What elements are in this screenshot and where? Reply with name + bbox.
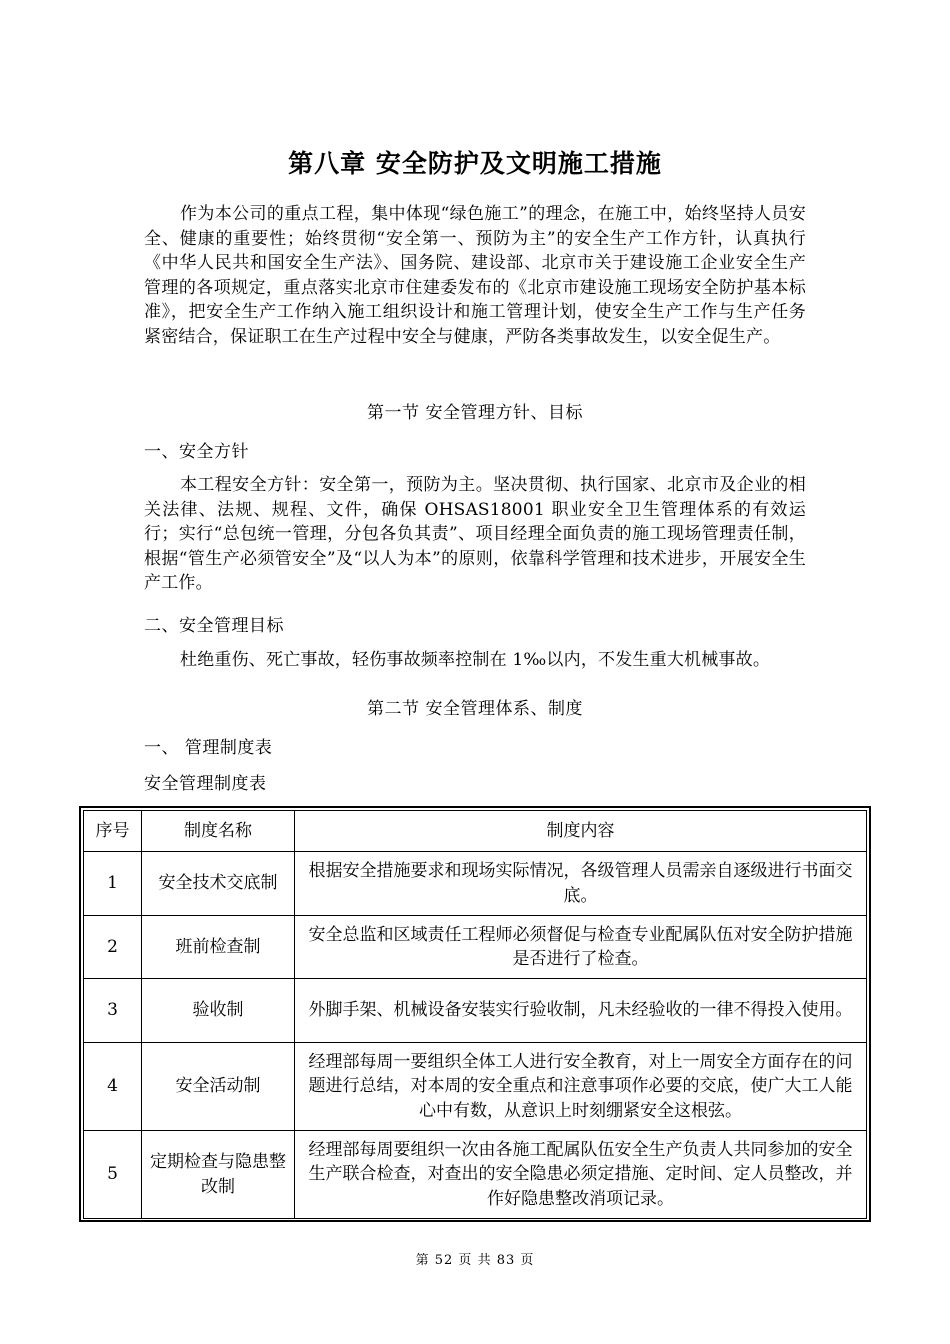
table-row xyxy=(84,916,867,979)
section1-title: 第一节 安全管理方针、目标 xyxy=(367,403,583,423)
row-content: 经理部每周一要组织全体工人进行安全教育，对上一周安全方面存在的问题进行总结，对本周的安全重点和注意事项作必要的交底，使广大工人能心中有数，从意识上时刻绷紧安全这根弦。 xyxy=(295,1043,867,1131)
rules-table-frame xyxy=(79,806,871,1222)
row-no: 5 xyxy=(84,1131,142,1219)
row-name: 安全技术交底制 xyxy=(142,852,295,916)
row-no: 4 xyxy=(84,1043,142,1131)
row-name: 安全活动制 xyxy=(142,1043,295,1131)
section1-heading-goals: 二、安全管理目标 xyxy=(144,616,284,636)
goals-paragraph: 杜绝重伤、死亡事故，轻伤事故频率控制在 1‰以内，不发生重大机械事故。 xyxy=(180,650,771,670)
chapter-title: 第八章 安全防护及文明施工措施 xyxy=(288,149,662,178)
row-no: 2 xyxy=(84,916,142,979)
table-row xyxy=(84,1131,867,1219)
row-content: 经理部每周要组织一次由各施工配属队伍安全生产负责人共同参加的安全生产联合检查，对查出的安全隐患必须定措施、定时间、定人员整改，并作好隐患整改消项记录。 xyxy=(295,1131,867,1219)
header-name: 制度名称 xyxy=(142,811,295,852)
header-no: 序号 xyxy=(84,811,142,852)
row-name: 班前检查制 xyxy=(142,916,295,979)
section2-title: 第二节 安全管理体系、制度 xyxy=(367,699,583,719)
section1-heading-policy: 一、安全方针 xyxy=(144,442,249,462)
row-content: 外脚手架、机械设备安装实行验收制，凡未经验收的一律不得投入使用。 xyxy=(295,979,867,1043)
page-footer: 第 52 页 共 83 页 xyxy=(415,1253,535,1268)
row-name: 定期检查与隐患整改制 xyxy=(142,1131,295,1219)
row-name: 验收制 xyxy=(142,979,295,1043)
section2-heading: 一、 管理制度表 xyxy=(144,738,273,758)
row-content: 根据安全措施要求和现场实际情况，各级管理人员需亲自逐级进行书面交底。 xyxy=(295,852,867,916)
table-row xyxy=(84,852,867,916)
table-row xyxy=(84,1043,867,1131)
row-no: 1 xyxy=(84,852,142,916)
policy-paragraph: 本工程安全方针：安全第一，预防为主。坚决贯彻、执行国家、北京市及企业的相关法律、法规、规程、文件，确保 OHSAS18001 职业安全卫生管理体系的有效运行；实行“总包统一管理，分包各负其责”、项目经理全面负责的施工现场管理责任制，根据“管生产必须管安全”及“以人为本”的原则，依靠科学管理和技术进步，开展安全生产工作。 xyxy=(144,475,806,594)
rules-table xyxy=(83,810,867,1219)
table-row xyxy=(84,979,867,1043)
header-content: 制度内容 xyxy=(295,811,867,852)
row-content: 安全总监和区域责任工程师必须督促与检查专业配属队伍对安全防护措施是否进行了检查。 xyxy=(295,916,867,979)
row-no: 3 xyxy=(84,979,142,1043)
table-header-row xyxy=(84,811,867,852)
intro-paragraph: 作为本公司的重点工程，集中体现“绿色施工”的理念，在施工中，始终坚持人员安全、健康的重要性；始终贯彻“安全第一、预防为主”的安全生产工作方针，认真执行《中华人民共和国安全生产法》、国务院、建设部、北京市关于建设施工企业安全生产管理的各项规定，重点落实北京市住建委发布的《北京市建设施工现场安全防护基本标准》，把安全生产工作纳入施工组织设计和施工管理计划，使安全生产工作与生产任务紧密结合，保证职工在生产过程中安全与健康，严防各类事故发生，以安全促生产。 xyxy=(144,204,806,347)
table-caption: 安全管理制度表 xyxy=(144,774,267,794)
